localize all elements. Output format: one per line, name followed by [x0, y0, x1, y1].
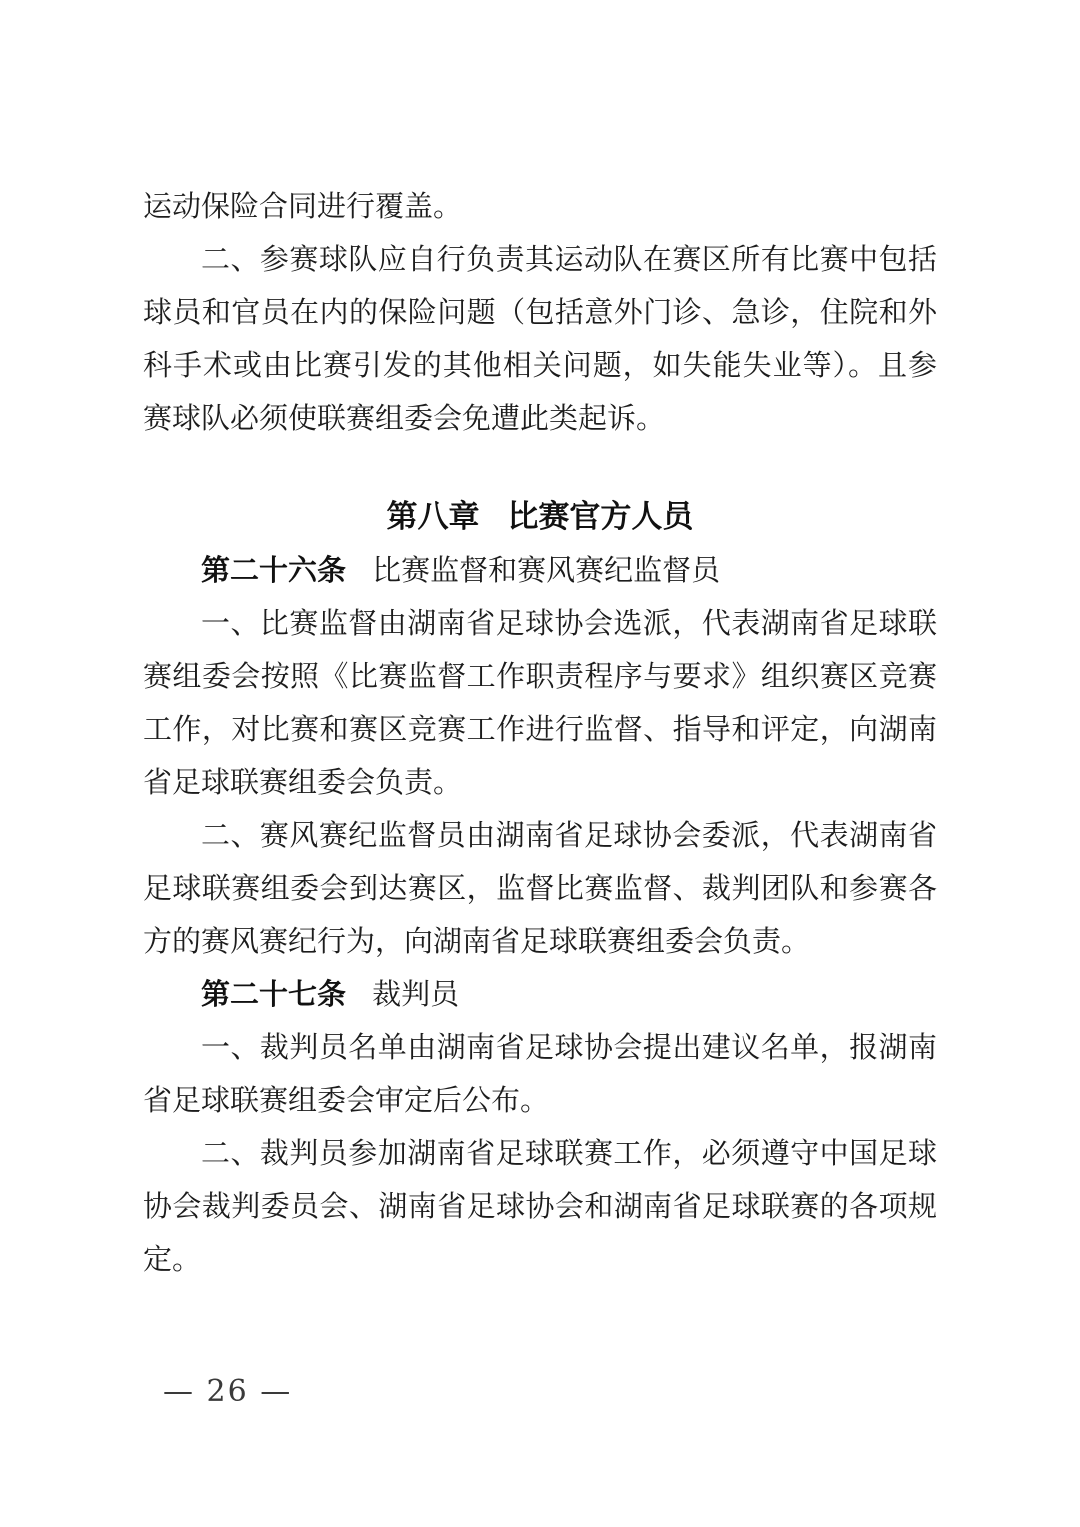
chapter-number: 第八章	[386, 499, 480, 535]
article-26-title: 比赛监督和赛风赛纪监督员	[372, 553, 721, 587]
paragraph-article26-item2: 二、赛风赛纪监督员由湖南省足球协会委派，代表湖南省足球联赛组委会到达赛区，监督比赛监督、裁判团队和参赛各方的赛风赛纪行为，向湖南省足球联赛组委会负责。	[143, 818, 937, 958]
page-footer	[163, 1372, 292, 1412]
article-27-title: 裁判员	[372, 977, 460, 1011]
paragraph-article27-item2: 二、裁判员参加湖南省足球联赛工作，必须遵守中国足球协会裁判委员会、湖南省足球协会和湖南省足球联赛的各项规定。	[143, 1136, 937, 1276]
paragraph-article26-item1: 一、比赛监督由湖南省足球协会选派，代表湖南省足球联赛组委会按照《比赛监督工作职责程序与要求》组织赛区竞赛工作，对比赛和赛区竞赛工作进行监督、指导和评定，向湖南省足球联赛组委会负责。	[143, 606, 937, 799]
article-27-heading	[143, 968, 937, 1021]
document-content	[143, 180, 937, 1286]
article-26-heading	[143, 544, 937, 597]
paragraph-article27-item1: 一、裁判员名单由湖南省足球协会提出建议名单，报湖南省足球联赛组委会审定后公布。	[143, 1030, 937, 1117]
article-26-number: 第二十六条	[201, 553, 347, 587]
page-number: — 26 —	[163, 1374, 293, 1409]
article-27-number: 第二十七条	[201, 977, 347, 1011]
paragraph-insurance-item2: 二、参赛球队应自行负责其运动队在赛区所有比赛中包括球员和官员在内的保险问题（包括意外门诊、急诊，住院和外科手术或由比赛引发的其他相关问题，如失能失业等）。且参赛球队必须使联赛组委会免遭此类起诉。	[143, 242, 937, 435]
chapter-heading	[143, 491, 937, 544]
paragraph-insurance-continuation: 运动保险合同进行覆盖。	[143, 189, 463, 223]
chapter-title: 比赛官方人员	[507, 499, 694, 535]
